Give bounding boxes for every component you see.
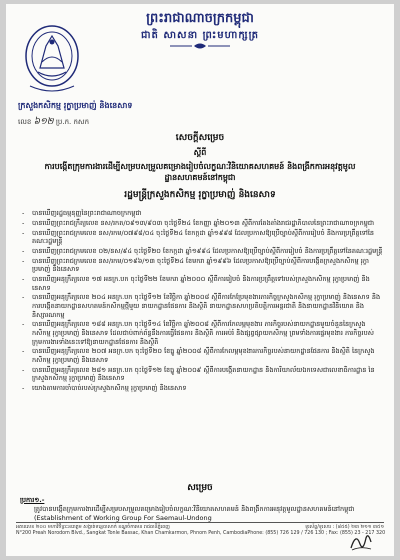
kingdom-heading: ព្រះរាជាណាចក្រកម្ពុជា [146, 11, 254, 26]
list-item: - បានឃើញអនុក្រឹត្យលេខ ២០៤ អនក្រ.បក ចុះថ្ងៃទី១២ ខែវិច្ឆិកា ឆ្នាំ២០០៨ ស្ដីពីការកែប្រែមុខងារភារកិច្ចក្រសួងកសិកម្ម រុក្ខាប្រមាញ់ និងនេសាទ និងការបង្កើតនាយកដ្ឋានសហគមន៍កសិកម្មថ្មីមួយ នាយកដ្ឋានផែនការ និងស្ថិតិ នាយកដ្ឋានសហប្រតិបត្តិការអន្តរជាតិ និងនាយកដ្ឋានវិនិយោគ និងនិស្សារណកម្ម [22, 293, 381, 319]
article-text: ត្រូវបានបង្កើតក្រុមការងារដើម្បីសម្របសម្រួលគម្រោងរៀបចំលក្ខណៈវិនិយោគសហគមន៍ និងពង្រីកការអនុវត្តមូលដ្ឋានសហគមន៍នៅកម្ពុជា (Establishment of Working Group For Saemaul-Undong [34, 505, 355, 522]
list-item: - បានឃើញព្រះរាជក្រមលេខ នស/រកម/០១៩៦/១៣ ចុះថ្ងៃទី២៤ ខែមករា ឆ្នាំ១៩៩៦ ដែលប្រកាសឱ្យប្រើច្បាប់ស្ដីពីការបង្កើតក្រសួងកសិកម្ម រុក្ខាប្រមាញ់ និងនេសាទ [22, 256, 369, 274]
article-1 [20, 496, 384, 523]
document-number-tail: កសក [73, 118, 90, 126]
initials-signature-icon [348, 530, 374, 554]
list-item: - បានឃើញអនុក្រឹត្យលេខ ២៨១ អនក្រ.បក ចុះថ្ងៃទី១២ ខែធ្នូ ឆ្នាំ២០០៩ ស្ដីពីការបង្កើតនាយកដ្ឋាន និងការិយាល័យឯកទេសជាលេខាធិការដ្ឋាន នៃក្រសួងកសិកម្ម រុក្ខាប្រមាញ់ និងនេសាទ [22, 365, 375, 383]
list-item: - បានឃើញព្រះរាជក្រមលេខ នស/រកម/០៧៩៨/០៤ ចុះថ្ងៃទី២៤ ខែកក្កដា ឆ្នាំ១៩៩៨ ដែលប្រកាសឱ្យប្រើច្បាប់ស្ដីពីការរៀបចំ និងការប្រព្រឹត្តទៅនៃគណៈរដ្ឋមន្ត្រី [22, 228, 375, 246]
list-item: - បានឃើញអនុក្រឹត្យលេខ ១៨៨ អនក្រ.បក ចុះថ្ងៃទី១៤ ខែវិច្ឆិកា ឆ្នាំ២០០៨ ស្ដីពីការកែលម្អមុខងារ ភារកិច្ចរបស់នាយកដ្ឋានមួយចំនួននៃក្រសួងកសិកម្ម រុក្ខាប្រមាញ់ និងនេសាទ ដែលជាប់ពាក់ព័ន្ធនឹងការធ្វើផែនការ និងស្ថិតិ ការអប់រំ និងផ្សព្វផ្សាយកសិកម្ម ព្រមទាំងការផ្ទេរមុខងារ ភារកិច្ចរបស់ក្រុមការងារទាំងនេះទៅឱ្យនាយកដ្ឋានផែនការ និងស្ថិតិ [22, 320, 374, 346]
footer-address-km: អគារលេខ ២០០ មហាវិថីព្រះនរោត្តម សង្កាត់ទន្លេបាសាក់ ខណ្ឌចំការមន រាជធានីភ្នំពេញ [16, 525, 170, 530]
footer-address-en: N°200 Preah Norodom Blvd., Sangkat Tonle Bassac, Khan Chamkarmon, Phnom Penh, Cambodia [16, 531, 248, 537]
decision-title [6, 132, 394, 202]
list-item: - បានឃើញព្រះរាជក្រមលេខ ០២/នស/៩៤ ចុះថ្ងៃទី២០ ខែកក្កដា ឆ្នាំ១៩៩៤ ដែលប្រកាសឱ្យប្រើច្បាប់ស្ដីពីការរៀបចំ និងការប្រព្រឹត្តទៅនៃគណៈរដ្ឋមន្ត្រី [22, 246, 383, 255]
header-ornament-icon [170, 42, 230, 50]
letterhead-footer [16, 522, 384, 538]
list-item: - បានឃើញព្រះរាជក្រឹត្យលេខ នស/រកត/០៩១៣/៩០៣ ចុះថ្ងៃទី២៤ ខែកញ្ញា ឆ្នាំ២០១៣ ស្ដីពីការតែងតាំងរាជរដ្ឋាភិបាលនៃព្រះរាជាណាចក្រកម្ពុជា [22, 218, 375, 227]
decides-heading: សម្រេច [187, 483, 213, 493]
article-label: ប្រការ១.- [20, 496, 45, 504]
title-minister: រដ្ឋមន្ត្រីក្រសួងកសិកម្ម រុក្ខាប្រមាញ់ និងនេសាទ [124, 190, 276, 200]
document-page [6, 4, 394, 556]
list-item: - យោងតាមការចាំបាច់របស់ក្រសួងកសិកម្ម រុក្ខាប្រមាញ់ និងនេសាទ [22, 384, 187, 393]
legal-basis-list [20, 209, 384, 394]
issuing-ministry: ក្រសួងកសិកម្ម រុក្ខាប្រមាញ់ និងនេសាទ [18, 101, 133, 110]
document-number [18, 116, 89, 129]
document-number-label: លេខ [18, 118, 32, 126]
footer-phone-km: ទូរស័ព្ទ/ទូរសារ : (៨៥៥) ២៣ ២១១ ៣៥១ [305, 525, 384, 530]
list-item: - បានឃើញអនុក្រឹត្យលេខ ១៧ អនក្រ.បក ចុះថ្ងៃទី២២ ខែមករា ឆ្នាំ២០០០ ស្ដីពីការរៀបចំ និងការប្រព្រឹត្តទៅរបស់ក្រសួងកសិកម្ម រុក្ខាប្រមាញ់ និងនេសាទ [22, 275, 370, 292]
title-subject: ការបង្កើតក្រុមការងារដើម្បីសម្របសម្រួលគម្រោងរៀបចំលក្ខណៈវិនិយោគសហគមន៍ និងពង្រីកការអនុវត្តមូលដ្ឋានសហគមន៍នៅកម្ពុជា [44, 162, 356, 182]
national-motto: ជាតិ សាសនា ព្រះមហាក្សត្រ [141, 30, 259, 41]
document-number-value: ៦១២ [33, 117, 54, 127]
title-on: ស្ដីពី [193, 148, 207, 157]
title-decision: សេចក្ដីសម្រេច [175, 133, 225, 143]
footer-phone-en: Phone: (855) 726 129 / 726 130 ; Fax: (855) 23 - 217 320 [247, 531, 386, 537]
document-number-suffix: ប្រ.ក. [55, 118, 72, 126]
list-item: - បានឃើញអនុក្រឹត្យលេខ ២០៧ អនក្រ.បក ចុះថ្ងៃទី២០ ខែធ្នូ ឆ្នាំ២០០៨ ស្ដីពីការកែលម្អមុខងារភារកិច្ចរបស់នាយកដ្ឋានផែនការ និងស្ថិតិ នៃក្រសួងកសិកម្ម រុក្ខាប្រមាញ់ និងនេសាទ [22, 347, 375, 364]
list-item: - បានឃើញរដ្ឋធម្មនុញ្ញនៃព្រះរាជាណាចក្រកម្ពុជា [22, 209, 142, 217]
